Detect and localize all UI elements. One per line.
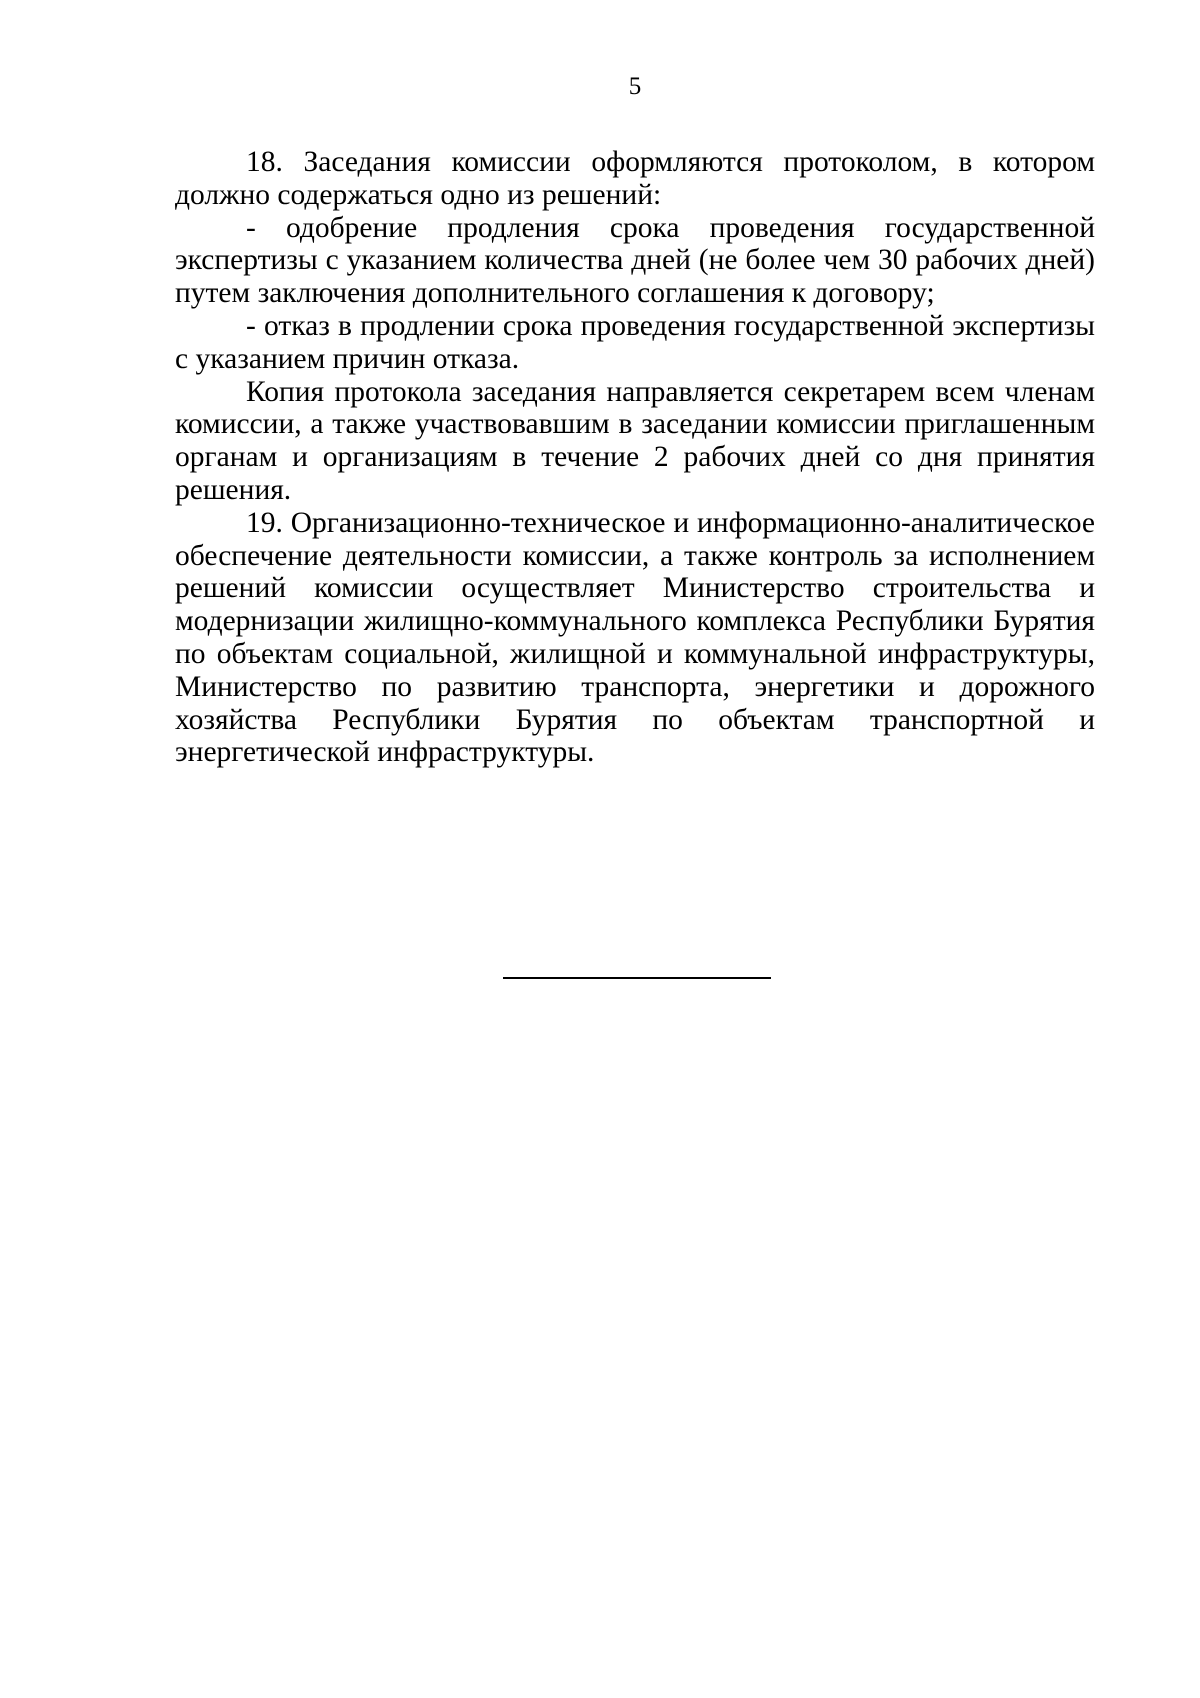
end-separator-line xyxy=(503,977,771,979)
page-number: 5 xyxy=(628,73,642,100)
paragraph-protocol-copy: Копия протокола заседания направляется секретарем всем членам комиссии, а также участвовавшим в заседании комиссии приглашенным органам и организациям в течение 2 рабочих дней со дня принятия решения. xyxy=(175,375,1095,506)
paragraph-19: 19. Организационно-техническое и информационно-аналитическое обеспечение деятельности комиссии, а также контроль за исполнением решений комиссии осуществляет Министерство строительства и модернизации жилищно-коммунального комплекса Республики Бурятия по объектам социальной, жилищной и коммунальной инфраструктуры, Министерство по развитию транспорта, энергетики и дорожного хозяйства Республики Бурятия по объектам транспортной и энергетической инфраструктуры. xyxy=(175,506,1095,769)
paragraph-18: 18. Заседания комиссии оформляются протоколом, в котором должно содержаться одно из решений: xyxy=(175,146,1095,211)
document-body xyxy=(175,146,1095,769)
list-item-approval: - одобрение продления срока проведения государственной экспертизы с указанием количества дней (не более чем 30 рабочих дней) путем заключения дополнительного соглашения к договору; xyxy=(175,211,1095,310)
list-item-refusal: - отказ в продлении срока проведения государственной экспертизы с указанием причин отказа. xyxy=(175,309,1095,375)
